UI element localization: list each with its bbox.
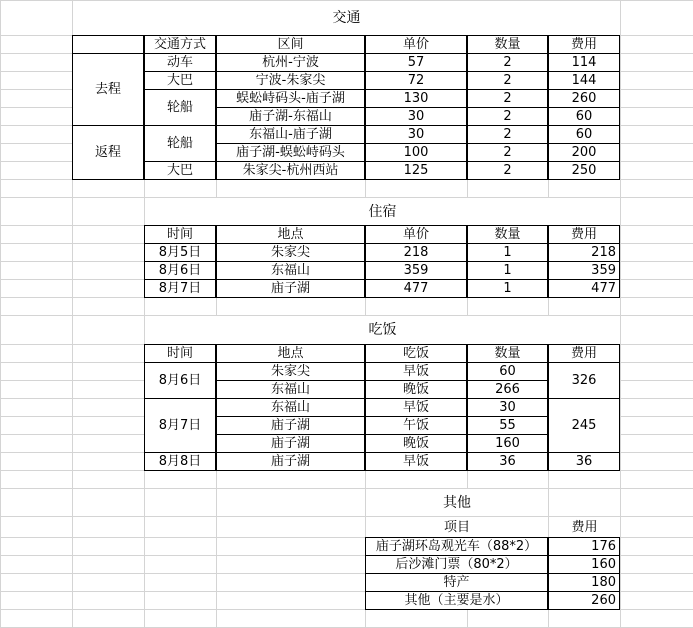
transport-qty[interactable]: 2 xyxy=(467,71,548,90)
lodging-qty[interactable]: 1 xyxy=(467,279,548,298)
transport-header-route[interactable]: 区间 xyxy=(216,35,365,54)
dining-amount[interactable]: 60 xyxy=(467,362,548,381)
dining-day-cost[interactable]: 326 xyxy=(548,362,620,399)
lodging-price[interactable]: 218 xyxy=(365,243,467,262)
other-cost[interactable]: 260 xyxy=(548,591,620,610)
transport-title[interactable]: 交通 xyxy=(73,1,620,35)
transport-qty[interactable]: 2 xyxy=(467,107,548,126)
dining-place[interactable]: 庙子湖 xyxy=(216,452,365,471)
transport-header-blank[interactable] xyxy=(72,35,144,54)
gridline xyxy=(0,0,1,628)
lodging-qty[interactable]: 1 xyxy=(467,243,548,262)
transport-header-price[interactable]: 单价 xyxy=(365,35,467,54)
transport-qty[interactable]: 2 xyxy=(467,143,548,162)
dining-amount[interactable]: 30 xyxy=(467,398,548,417)
dining-meal[interactable]: 早饭 xyxy=(365,398,467,417)
lodging-place[interactable]: 庙子湖 xyxy=(216,279,365,298)
other-item[interactable]: 庙子湖环岛观光车（88*2） xyxy=(365,537,548,556)
other-cost[interactable]: 176 xyxy=(548,537,620,556)
transport-price[interactable]: 100 xyxy=(365,143,467,162)
transport-cost[interactable]: 250 xyxy=(548,161,620,180)
other-item[interactable]: 其他（主要是水） xyxy=(365,591,548,610)
dining-meal[interactable]: 晚饭 xyxy=(365,434,467,453)
dining-amount[interactable]: 160 xyxy=(467,434,548,453)
lodging-price[interactable]: 359 xyxy=(365,261,467,280)
other-cost[interactable]: 160 xyxy=(548,555,620,574)
dining-meal[interactable]: 早饭 xyxy=(365,362,467,381)
transport-route[interactable]: 朱家尖-杭州西站 xyxy=(216,161,365,180)
other-cost[interactable]: 180 xyxy=(548,573,620,592)
lodging-date[interactable]: 8月6日 xyxy=(144,261,216,280)
transport-route[interactable]: 蜈蚣峙码头-庙子湖 xyxy=(216,89,365,108)
dining-meal[interactable]: 晚饭 xyxy=(365,380,467,399)
lodging-cost[interactable]: 359 xyxy=(548,261,620,280)
dining-place[interactable]: 东福山 xyxy=(216,380,365,399)
dining-header-meal[interactable]: 吃饭 xyxy=(365,344,467,363)
dining-day-cost[interactable]: 36 xyxy=(548,452,620,471)
transport-cost[interactable]: 200 xyxy=(548,143,620,162)
lodging-header-cost[interactable]: 费用 xyxy=(548,225,620,244)
transport-route[interactable]: 庙子湖-东福山 xyxy=(216,107,365,126)
lodging-qty[interactable]: 1 xyxy=(467,261,548,280)
lodging-header-date[interactable]: 时间 xyxy=(144,225,216,244)
lodging-cost[interactable]: 218 xyxy=(548,243,620,262)
transport-group-return[interactable]: 返程 xyxy=(72,125,144,180)
transport-mode[interactable]: 轮船 xyxy=(144,89,216,126)
transport-price[interactable]: 130 xyxy=(365,89,467,108)
lodging-date[interactable]: 8月5日 xyxy=(144,243,216,262)
transport-cost[interactable]: 260 xyxy=(548,89,620,108)
gridline xyxy=(0,488,693,489)
transport-price[interactable]: 57 xyxy=(365,53,467,72)
transport-qty[interactable]: 2 xyxy=(467,53,548,72)
dining-meal[interactable]: 午饭 xyxy=(365,416,467,435)
gridline xyxy=(620,0,621,628)
lodging-place[interactable]: 朱家尖 xyxy=(216,243,365,262)
other-item[interactable]: 后沙滩门票（80*2） xyxy=(365,555,548,574)
lodging-header-price[interactable]: 单价 xyxy=(365,225,467,244)
transport-cost[interactable]: 60 xyxy=(548,125,620,144)
lodging-header-place[interactable]: 地点 xyxy=(216,225,365,244)
dining-amount[interactable]: 36 xyxy=(467,452,548,471)
lodging-cost[interactable]: 477 xyxy=(548,279,620,298)
transport-cost[interactable]: 60 xyxy=(548,107,620,126)
dining-header-cost[interactable]: 费用 xyxy=(548,344,620,363)
transport-price[interactable]: 72 xyxy=(365,71,467,90)
transport-price[interactable]: 30 xyxy=(365,125,467,144)
other-item[interactable]: 特产 xyxy=(365,573,548,592)
dining-amount[interactable]: 266 xyxy=(467,380,548,399)
transport-group-outbound[interactable]: 去程 xyxy=(72,53,144,126)
dining-place[interactable]: 东福山 xyxy=(216,398,365,417)
dining-day-cost[interactable]: 245 xyxy=(548,398,620,453)
dining-date[interactable]: 8月6日 xyxy=(144,362,216,399)
dining-header-date[interactable]: 时间 xyxy=(144,344,216,363)
transport-route[interactable]: 杭州-宁波 xyxy=(216,53,365,72)
transport-header-cost[interactable]: 费用 xyxy=(548,35,620,54)
lodging-price[interactable]: 477 xyxy=(365,279,467,298)
transport-header-mode[interactable]: 交通方式 xyxy=(144,35,216,54)
transport-mode[interactable]: 轮船 xyxy=(144,125,216,162)
lodging-place[interactable]: 东福山 xyxy=(216,261,365,280)
transport-route[interactable]: 庙子湖-蜈蚣峙码头 xyxy=(216,143,365,162)
transport-mode[interactable]: 大巴 xyxy=(144,71,216,90)
transport-mode[interactable]: 大巴 xyxy=(144,161,216,180)
transport-header-qty[interactable]: 数量 xyxy=(467,35,548,54)
transport-qty[interactable]: 2 xyxy=(467,125,548,144)
transport-qty[interactable]: 2 xyxy=(467,89,548,108)
dining-date[interactable]: 8月8日 xyxy=(144,452,216,471)
transport-qty[interactable]: 2 xyxy=(467,161,548,180)
dining-place[interactable]: 庙子湖 xyxy=(216,416,365,435)
transport-route[interactable]: 宁波-朱家尖 xyxy=(216,71,365,90)
other-header-cost[interactable]: 费用 xyxy=(549,517,620,537)
lodging-header-qty[interactable]: 数量 xyxy=(467,225,548,244)
transport-cost[interactable]: 144 xyxy=(548,71,620,90)
transport-cost[interactable]: 114 xyxy=(548,53,620,72)
transport-mode[interactable]: 动车 xyxy=(144,53,216,72)
transport-route[interactable]: 东福山-庙子湖 xyxy=(216,125,365,144)
dining-amount[interactable]: 55 xyxy=(467,416,548,435)
dining-title[interactable]: 吃饭 xyxy=(145,316,620,344)
lodging-date[interactable]: 8月7日 xyxy=(144,279,216,298)
lodging-title[interactable]: 住宿 xyxy=(145,198,620,225)
dining-header-place[interactable]: 地点 xyxy=(216,344,365,363)
dining-place[interactable]: 朱家尖 xyxy=(216,362,365,381)
other-title[interactable]: 其他 xyxy=(366,489,548,516)
transport-price[interactable]: 125 xyxy=(365,161,467,180)
dining-header-amount[interactable]: 数量 xyxy=(467,344,548,363)
dining-meal[interactable]: 早饭 xyxy=(365,452,467,471)
transport-price[interactable]: 30 xyxy=(365,107,467,126)
dining-date[interactable]: 8月7日 xyxy=(144,398,216,453)
other-header-item[interactable]: 项目 xyxy=(366,517,548,537)
dining-place[interactable]: 庙子湖 xyxy=(216,434,365,453)
